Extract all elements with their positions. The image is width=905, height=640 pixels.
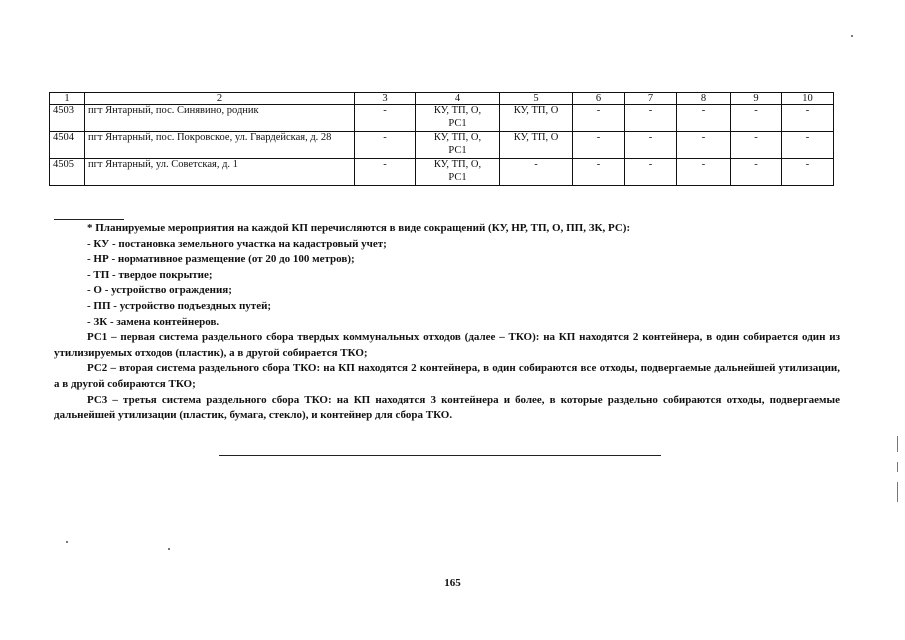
footnote-item: - ТП - твердое покрытие; (87, 268, 213, 281)
row-address: пгт Янтарный, пос. Покровское, ул. Гвардейская, д. 28 (85, 132, 355, 159)
scan-mark (897, 462, 898, 472)
row-number: 4503 (50, 105, 85, 132)
data-table (49, 92, 834, 186)
footnotes (54, 221, 840, 424)
cell-col4 (416, 132, 500, 159)
cell-col4-line1: КУ, ТП, О, (433, 105, 482, 116)
header-cell: 7 (625, 93, 677, 105)
cell-col5: КУ, ТП, О (500, 132, 573, 159)
cell-col9: - (731, 105, 782, 132)
cell-col8: - (677, 105, 731, 132)
header-cell: 8 (677, 93, 731, 105)
cell-col5: КУ, ТП, О (500, 105, 573, 132)
cell-col7: - (625, 132, 677, 159)
cell-col10: - (782, 132, 834, 159)
header-cell: 6 (573, 93, 625, 105)
cell-col6: - (573, 159, 625, 186)
cell-col4-line1: КУ, ТП, О, (433, 132, 482, 143)
header-cell: 3 (355, 93, 416, 105)
header-cell: 10 (782, 93, 834, 105)
header-cell: 5 (500, 93, 573, 105)
cell-col9: - (731, 132, 782, 159)
cell-col4 (416, 105, 500, 132)
footnote-rs1: РС1 – первая система раздельного сбора твердых коммунальных отходов (далее – ТКО): на КП находятся 2 контейнера, в один собирается один из утилизируемых отходов (пластик), а в другой собирается ТКО; (54, 331, 840, 359)
scan-mark (66, 541, 68, 543)
footnote-item: - О - устройство ограждения; (87, 284, 232, 297)
page-number: 165 (444, 577, 461, 589)
cell-col8: - (677, 132, 731, 159)
row-address: пгт Янтарный, пос. Синявино, родник (85, 105, 355, 132)
cell-col4 (416, 159, 500, 186)
cell-col4-line2: РС1 (448, 144, 467, 156)
cell-col10: - (782, 105, 834, 132)
row-number: 4505 (50, 159, 85, 186)
cell-col6: - (573, 132, 625, 159)
footnote-rs2: РС2 – вторая система раздельного сбора ТКО: на КП находятся 2 контейнера, в один собираются все отходы, подвергаемые дальнейшей утилизации, а в другой собираются ТКО; (54, 362, 840, 390)
header-cell: 2 (85, 93, 355, 105)
scan-mark (897, 436, 898, 452)
row-address: пгт Янтарный, ул. Советская, д. 1 (85, 159, 355, 186)
footnote-intro: * Планируемые мероприятия на каждой КП перечисляются в виде сокращений (КУ, НР, ТП, О, ПП, ЗК, РС): (87, 222, 631, 234)
cell-col5: - (500, 159, 573, 186)
cell-col4-line1: КУ, ТП, О, (433, 159, 482, 170)
header-cell: 9 (731, 93, 782, 105)
footnote-rs3: РС3 – третья система раздельного сбора ТКО: на КП находятся 3 контейнера и более, в которые раздельно собираются отходы, подвергаемые дальнейшей утилизации (пластик, бумага, стекло), и контейнер для сбора ТКО. (54, 393, 840, 422)
footnote-item: - ПП - устройство подъездных путей; (87, 299, 272, 312)
cell-col8: - (677, 159, 731, 186)
cell-col3: - (355, 132, 416, 159)
footnote-item: - ЗК - замена контейнеров. (87, 315, 220, 328)
cell-col7: - (625, 105, 677, 132)
footnote-item: - НР - нормативное размещение (от 20 до 100 метров); (87, 253, 355, 266)
cell-col10: - (782, 159, 834, 186)
scan-mark (168, 548, 170, 550)
cell-col9: - (731, 159, 782, 186)
table-header-row (50, 93, 834, 105)
cell-col3: - (355, 105, 416, 132)
header-cell: 1 (50, 93, 85, 105)
cell-col4-line2: РС1 (448, 117, 467, 129)
table-row (50, 105, 834, 132)
scan-mark (851, 35, 853, 37)
footnote-separator (54, 219, 124, 220)
footnote-item: - КУ - постановка земельного участка на кадастровый учет; (87, 237, 387, 250)
scan-mark (897, 482, 898, 502)
cell-col6: - (573, 105, 625, 132)
table-row (50, 132, 834, 159)
bottom-separator (219, 455, 661, 456)
row-number: 4504 (50, 132, 85, 159)
table-row (50, 159, 834, 186)
cell-col4-line2: РС1 (448, 171, 467, 183)
cell-col3: - (355, 159, 416, 186)
cell-col7: - (625, 159, 677, 186)
header-cell: 4 (416, 93, 500, 105)
